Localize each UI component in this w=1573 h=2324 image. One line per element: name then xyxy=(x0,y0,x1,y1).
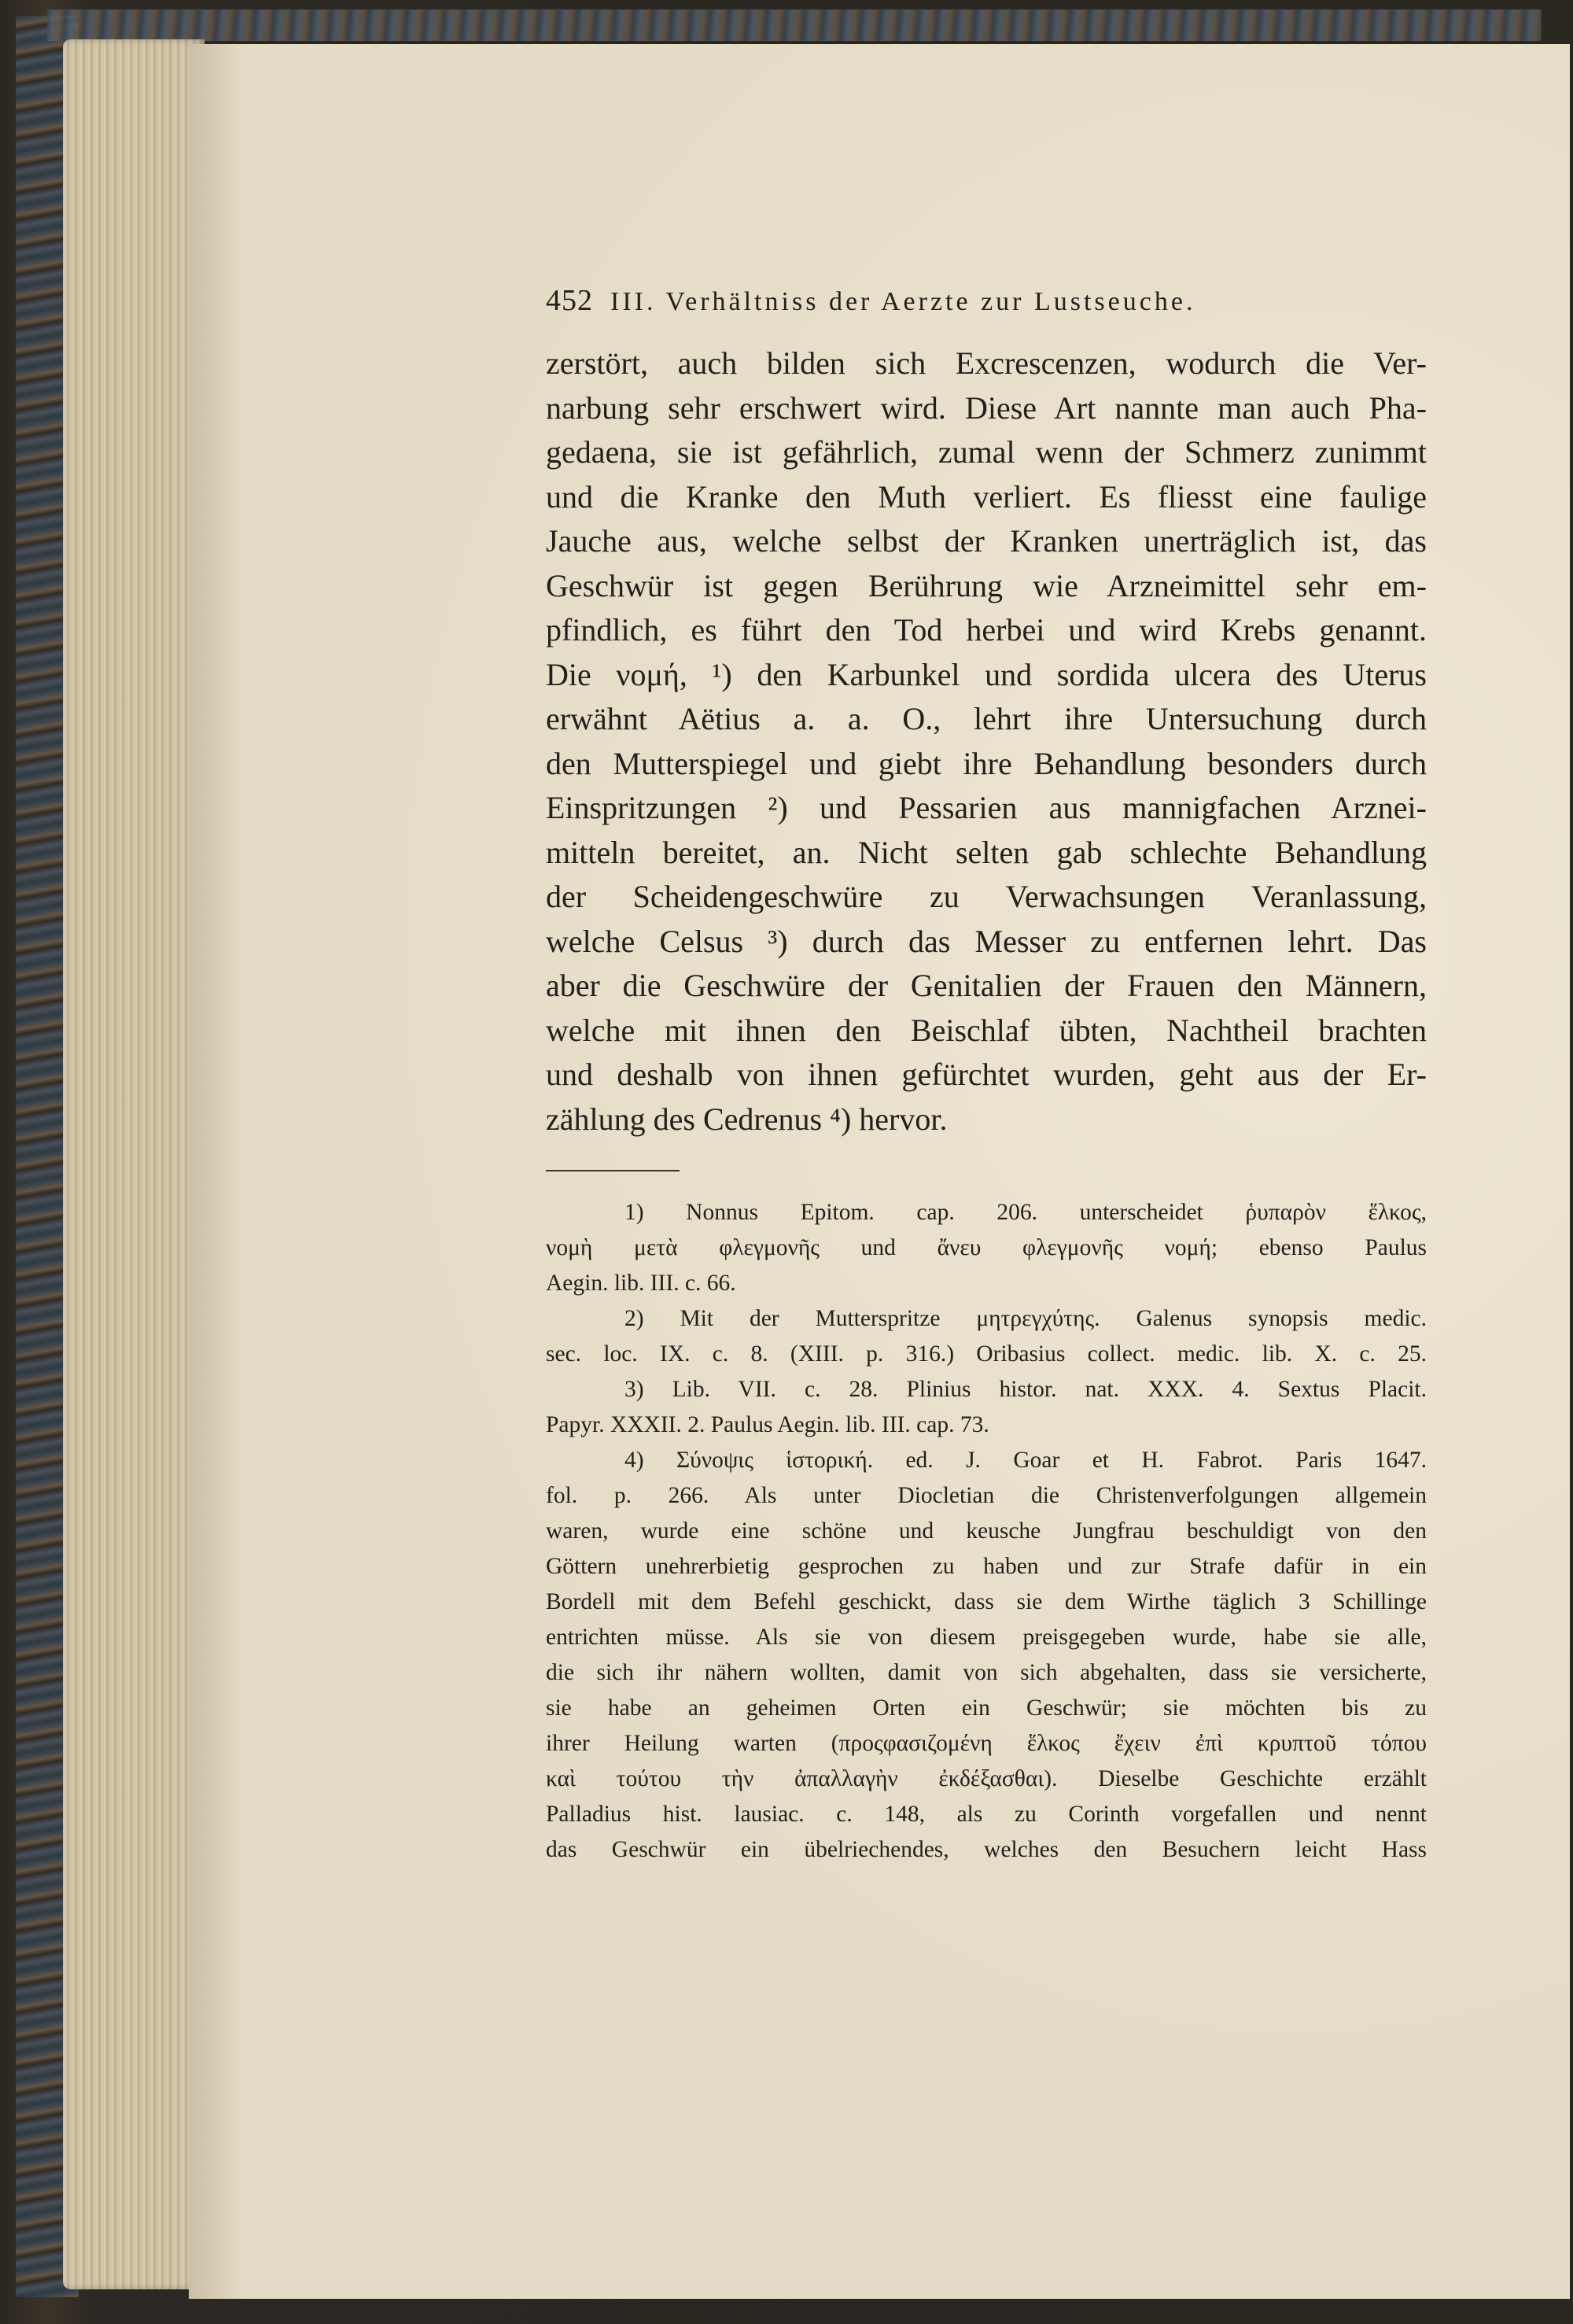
marbled-top-edge xyxy=(47,9,1542,41)
body-line: den Mutterspiegel und giebt ihre Behandlung besonders durch xyxy=(546,745,1427,781)
body-line: welche mit ihnen den Beischlaf übten, Nachtheil brachten xyxy=(546,1012,1427,1048)
footnote-line: νομὴ μετὰ φλεγμονῆς und ἄνευ φλεγμονῆς νομή; ebenso Paulus xyxy=(546,1235,1427,1260)
footnote-rule xyxy=(546,1170,680,1171)
footnote-line: ihrer Heilung warten (προςφασιζομένη ἕλκος ἔχειν ἐπὶ κρυπτοῦ τόπου xyxy=(546,1731,1427,1756)
body-line: aber die Geschwüre der Genitalien der Frauen den Männern, xyxy=(546,968,1427,1003)
body-line: welche Celsus ³) durch das Messer zu entfernen lehrt. Das xyxy=(546,923,1427,959)
body-line: Die νομή, ¹) den Karbunkel und sordida ulcera des Uterus xyxy=(546,656,1427,692)
footnote-line: sie habe an geheimen Orten ein Geschwür; sie möchten bis zu xyxy=(546,1695,1427,1721)
footnote-line: Göttern unehrerbietig gesprochen zu haben und zur Strafe dafür in ein xyxy=(546,1554,1427,1579)
footnote-line: sec. loc. IX. c. 8. (XIII. p. 316.) Oribasius collect. medic. lib. X. c. 25. xyxy=(546,1341,1427,1367)
body-line: Einspritzungen ²) und Pessarien aus mannigfachen Arznei- xyxy=(546,790,1427,825)
page-text xyxy=(546,283,1427,1868)
footnote-line: 3) Lib. VII. c. 28. Plinius histor. nat. XXX. 4. Sextus Placit. xyxy=(624,1377,1427,1402)
body-line: zählung des Cedrenus ⁴) hervor. xyxy=(546,1101,948,1137)
body-line: Jauche aus, welche selbst der Kranken unerträglich ist, das xyxy=(546,523,1427,559)
body-line: und deshalb von ihnen gefürchtet wurden, geht aus der Er- xyxy=(546,1057,1427,1092)
footnote-line: 1) Nonnus Epitom. cap. 206. unterscheidet ῥυπαρὸν ἕλκος, xyxy=(624,1200,1427,1225)
running-title: III. Verhältniss der Aerzte zur Lustseuche. xyxy=(610,287,1196,316)
footnote-line: das Geschwür ein übelriechendes, welches den Besuchern leicht Hass xyxy=(546,1837,1427,1862)
body-line: Geschwür ist gegen Berührung wie Arzneimittel sehr em- xyxy=(546,567,1427,603)
body-text xyxy=(546,341,1427,1142)
footnote-line: waren, wurde eine schöne und keusche Jungfrau beschuldigt von den xyxy=(546,1518,1427,1544)
footnote-line: Aegin. lib. III. c. 66. xyxy=(546,1271,736,1296)
footnote-line: 2) Mit der Mutterspritze μητρεγχύτης. Galenus synopsis medic. xyxy=(624,1306,1427,1331)
body-line: gedaena, sie ist gefährlich, zumal wenn der Schmerz zunimmt xyxy=(546,434,1427,470)
page-number: 452 xyxy=(546,284,593,317)
footnote-line: Papyr. XXXII. 2. Paulus Aegin. lib. III. cap. 73. xyxy=(546,1412,989,1437)
footnote-line: entrichten müsse. Als sie von diesem preisgegeben wurde, habe sie alle, xyxy=(546,1625,1427,1650)
footnote-line: καὶ τούτου τὴν ἀπαλλαγὴν ἐκδέξασθαι). Dieselbe Geschichte erzählt xyxy=(546,1766,1427,1791)
footnote-line: Bordell mit dem Befehl geschickt, dass sie dem Wirthe täglich 3 Schillinge xyxy=(546,1589,1427,1614)
body-line: narbung sehr erschwert wird. Diese Art nannte man auch Pha- xyxy=(546,389,1427,426)
running-head xyxy=(546,283,1427,318)
body-line: mitteln bereitet, an. Nicht selten gab schlechte Behandlung xyxy=(546,834,1427,870)
body-line: pfindlich, es führt den Tod herbei und wird Krebs genannt. xyxy=(546,612,1427,647)
body-line: der Scheidengeschwüre zu Verwachsungen Veranlassung, xyxy=(546,879,1427,914)
body-line: erwähnt Aëtius a. a. O., lehrt ihre Untersuchung durch xyxy=(546,701,1427,736)
footnotes xyxy=(546,1195,1427,1868)
page-fore-edge xyxy=(63,39,204,2289)
footnote-line: 4) Σύνοψις ἱστορική. ed. J. Goar et H. Fabrot. Paris 1647. xyxy=(624,1448,1427,1473)
footnote-line: Palladius hist. lausiac. c. 148, als zu Corinth vorgefallen und nennt xyxy=(546,1802,1427,1827)
body-line: und die Kranke den Muth verliert. Es fliesst eine faulige xyxy=(546,478,1427,515)
footnote-line: die sich ihr nähern wollten, damit von sich abgehalten, dass sie versicherte, xyxy=(546,1660,1427,1685)
footnote-line: fol. p. 266. Als unter Diocletian die Christenverfolgungen allgemein xyxy=(546,1483,1427,1508)
body-line: zerstört, auch bilden sich Excrescenzen, wodurch die Ver- xyxy=(546,345,1427,381)
